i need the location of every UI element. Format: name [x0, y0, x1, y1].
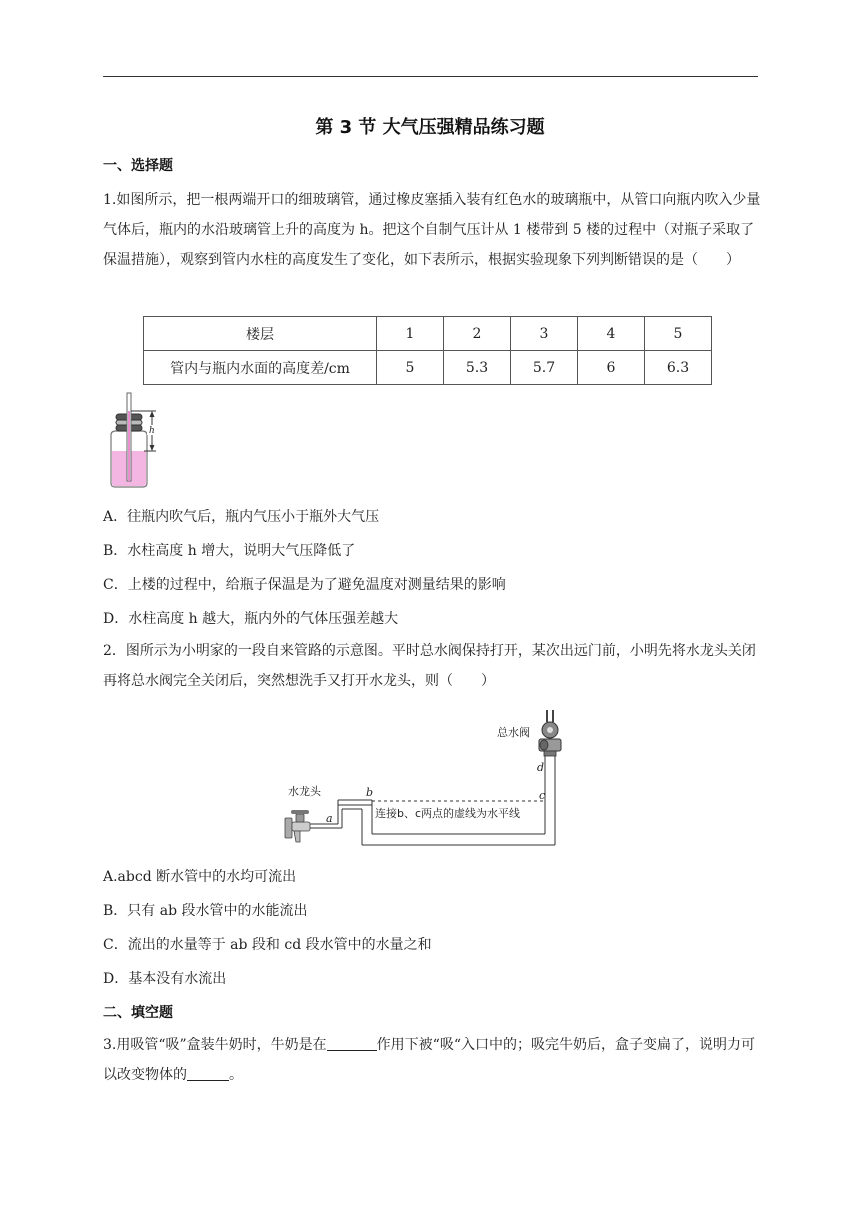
q1-option-d: D．水柱高度 h 越大，瓶内外的气体压强差越大 — [103, 611, 399, 627]
main-valve-icon — [539, 710, 561, 756]
q2-option-b: B．只有 ab 段水管中的水能流出 — [103, 903, 308, 919]
table-cell: 6.3 — [645, 351, 712, 385]
tap-label: 水龙头 — [288, 785, 321, 798]
q3-text-part1: 3.用吸管“吸”盒装牛奶时，牛奶是在 — [103, 1037, 327, 1053]
q1-option-a: A．往瓶内吹气后，瓶内气压小于瓶外大气压 — [103, 509, 380, 525]
valve-label: 总水阀 — [497, 726, 530, 739]
table-cell: 3 — [511, 317, 578, 351]
question-3-text — [103, 1030, 763, 1090]
q2-option-d: D．基本没有水流出 — [103, 971, 227, 987]
header-rule — [103, 76, 758, 77]
section-heading-fill: 二、填空题 — [103, 1005, 173, 1021]
q1-option-c: C．上楼的过程中，给瓶子保温是为了避免温度对测量结果的影响 — [103, 577, 506, 593]
table-row — [144, 351, 712, 385]
q3-text-part2: 作用下被“吸“入口中的；吸完牛奶后，盒子变扁了，说明力可以改变物体的 — [103, 1037, 755, 1083]
q2-option-c: C．流出的水量等于 ab 段和 cd 段水管中的水量之和 — [103, 937, 432, 953]
table-cell: 5.3 — [444, 351, 511, 385]
table-cell: 2 — [444, 317, 511, 351]
table-cell: 4 — [578, 317, 645, 351]
water-pipe-figure — [282, 706, 572, 856]
point-c-label: c — [539, 789, 546, 802]
h-label: h — [149, 426, 155, 436]
q3-text-part3: 。 — [229, 1067, 243, 1083]
question-1-text: 1.如图所示，把一根两端开口的细玻璃管，通过橡皮塞插入装有红色水的玻璃瓶中，从管口向瓶内吹入少量气体后，瓶内的水沿玻璃管上升的高度为 h。把这个自制气压计从 1 楼带到 5 楼的过程中（对瓶子采取了保温措施），观察到管内水柱的高度发生了变化，如下表所示，根据实验现象下列判断错误的是（ ） — [103, 192, 761, 268]
point-a-label: a — [326, 812, 333, 825]
question-2-text: 2．图所示为小明家的一段自来管路的示意图。平时总水阀保持打开，某次出远门前，小明先将水龙头关闭再将总水阀完全关闭后，突然想洗手又打开水龙头，则（ ） — [103, 643, 756, 689]
point-b-label: b — [366, 786, 374, 799]
section-heading-choice: 一、选择题 — [103, 158, 173, 174]
table-row — [144, 317, 712, 351]
q1-option-b: B．水柱高度 h 增大，说明大气压降低了 — [103, 543, 356, 559]
table-cell: 5.7 — [511, 351, 578, 385]
barometer-figure — [108, 391, 164, 491]
point-d-label: d — [537, 761, 545, 774]
q2-option-a: A.abcd 断水管中的水均可流出 — [103, 869, 297, 885]
table-header-height: 管内与瓶内水面的高度差/cm — [144, 351, 377, 385]
table-cell: 5 — [645, 317, 712, 351]
page-title: 第 3 节 大气压强精品练习题 — [315, 117, 545, 138]
table-cell: 6 — [578, 351, 645, 385]
dashed-line-note: 连接b、c两点的虚线为水平线 — [375, 807, 521, 820]
q3-blank-2[interactable] — [187, 1066, 229, 1081]
floor-height-table — [143, 316, 712, 385]
faucet-icon — [285, 810, 310, 842]
table-cell: 5 — [377, 351, 444, 385]
table-cell: 1 — [377, 317, 444, 351]
q3-blank-1[interactable] — [327, 1036, 377, 1051]
table-header-floor: 楼层 — [144, 317, 377, 351]
